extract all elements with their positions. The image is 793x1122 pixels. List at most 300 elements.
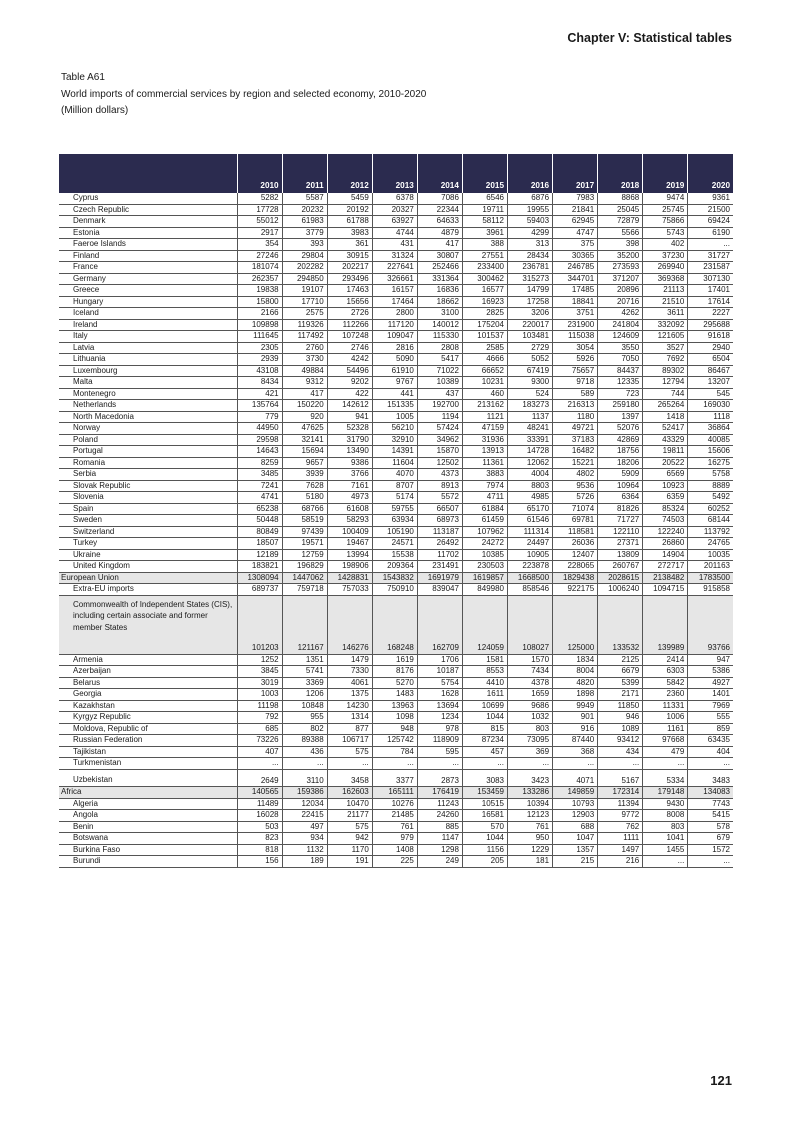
value-cell: 72879 [598,216,643,228]
value-cell: 313 [508,239,553,251]
value-cell: 757033 [327,584,372,596]
column-header: 2018 [598,154,643,193]
chapter-title: Statistical tables [633,31,732,45]
value-cell: 3550 [598,342,643,354]
value-cell: 4820 [553,677,598,689]
value-cell: 779 [237,411,282,423]
value-cell: 388 [462,239,507,251]
value-cell: 66652 [462,365,507,377]
value-cell: 36864 [688,423,733,435]
value-cell: 30807 [417,250,462,262]
value-cell: 47159 [462,423,507,435]
value-cell: 260767 [598,561,643,573]
table-row [59,712,733,724]
value-cell: ... [237,758,282,770]
value-cell: 578 [688,821,733,833]
column-header: 2014 [417,154,462,193]
value-cell: 2138482 [643,572,688,584]
value-cell: 17614 [688,296,733,308]
value-cell: 26036 [553,538,598,550]
value-cell: 1132 [282,844,327,856]
value-cell: 183273 [508,400,553,412]
value-cell: 5926 [553,354,598,366]
value-cell: 375 [553,239,598,251]
value-cell: 10470 [327,798,372,810]
value-cell: 233400 [462,262,507,274]
value-cell: 354 [237,239,282,251]
value-cell: 231900 [553,319,598,331]
value-cell: 31324 [372,250,417,262]
value-cell: 9312 [282,377,327,389]
value-cell: 5180 [282,492,327,504]
value-cell: 68144 [688,515,733,527]
value-cell: 1375 [327,689,372,701]
value-cell: 162603 [327,787,372,799]
value-cell: 66507 [417,503,462,515]
value-cell: 93412 [598,735,643,747]
value-cell: 61546 [508,515,553,527]
value-cell: 55012 [237,216,282,228]
value-cell: 142612 [327,400,372,412]
value-cell: 294850 [282,273,327,285]
table-row [59,354,733,366]
value-cell: 6378 [372,193,417,204]
value-cell: 1479 [327,654,372,666]
value-cell: 3083 [462,769,507,787]
value-cell: 3054 [553,342,598,354]
table-row [59,480,733,492]
table-row [59,434,733,446]
value-cell: 479 [643,746,688,758]
value-cell: 10276 [372,798,417,810]
value-cell: 823 [237,833,282,845]
row-label: Montenegro [59,388,237,400]
value-cell: 13994 [327,549,372,561]
value-cell: 80849 [237,526,282,538]
value-cell: 417 [417,239,462,251]
value-cell: 15221 [553,457,598,469]
value-cell: 63927 [372,216,417,228]
value-cell: 1581 [462,654,507,666]
value-cell: 1006 [643,712,688,724]
row-label: Africa [59,787,237,799]
value-cell: 61459 [462,515,507,527]
value-cell: 1659 [508,689,553,701]
value-cell: 950 [508,833,553,845]
value-cell: 20896 [598,285,643,297]
value-cell: 13963 [372,700,417,712]
value-cell: 4973 [327,492,372,504]
value-cell: 915858 [688,584,733,596]
value-cell: 689737 [237,584,282,596]
table-row [59,700,733,712]
value-cell: 1298 [417,844,462,856]
table-row [59,388,733,400]
value-cell: 3458 [327,769,372,787]
value-cell: 17463 [327,285,372,297]
value-cell: 191 [327,856,372,868]
value-cell: 9536 [553,480,598,492]
row-label: Slovenia [59,492,237,504]
value-cell: 63934 [372,515,417,527]
table-header-row [59,154,733,193]
value-cell: 16482 [553,446,598,458]
value-cell: 9202 [327,377,372,389]
value-cell: 922175 [553,584,598,596]
value-cell: ... [462,758,507,770]
value-cell: 595 [417,746,462,758]
value-cell: 273593 [598,262,643,274]
value-cell: 165111 [372,787,417,799]
value-cell: 293496 [327,273,372,285]
value-cell: 85324 [643,503,688,515]
row-label: Netherlands [59,400,237,412]
value-cell: 25045 [598,204,643,216]
value-cell: 941 [327,411,372,423]
value-cell: 10923 [643,480,688,492]
row-label: Ukraine [59,549,237,561]
value-cell: 761 [508,821,553,833]
row-label: Faeroe Islands [59,239,237,251]
value-cell: 2166 [237,308,282,320]
value-cell: 21485 [372,810,417,822]
value-cell: 1834 [553,654,598,666]
value-cell: 10385 [462,549,507,561]
value-cell: 10793 [553,798,598,810]
value-cell: 1156 [462,844,507,856]
value-cell: 16275 [688,457,733,469]
value-cell: 5741 [282,666,327,678]
value-cell: 27551 [462,250,507,262]
value-cell: 3483 [688,769,733,787]
value-cell: 67419 [508,365,553,377]
value-cell: 2227 [688,308,733,320]
value-cell: 109898 [237,319,282,331]
value-cell: 58112 [462,216,507,228]
value-cell: 859 [688,723,733,735]
value-cell: 9386 [327,457,372,469]
value-cell: 37230 [643,250,688,262]
value-cell: 2800 [372,308,417,320]
value-cell: 750910 [372,584,417,596]
row-label: Azerbaijan [59,666,237,678]
value-cell: 2028615 [598,572,643,584]
value-cell: 1098 [372,712,417,724]
table-row [59,204,733,216]
value-cell: 12123 [508,810,553,822]
value-cell: 858546 [508,584,553,596]
value-cell: 86467 [688,365,733,377]
value-cell: 269940 [643,262,688,274]
value-cell: 58293 [327,515,372,527]
value-cell: 105190 [372,526,417,538]
value-cell: 8176 [372,666,417,678]
value-cell: 35200 [598,250,643,262]
value-cell: 3100 [417,308,462,320]
value-cell: 22344 [417,204,462,216]
value-cell: 4666 [462,354,507,366]
value-cell: 7983 [553,193,598,204]
value-cell: 326661 [372,273,417,285]
value-cell: 14230 [327,700,372,712]
value-cell: 679 [688,833,733,845]
value-cell: 26492 [417,538,462,550]
value-cell: 5052 [508,354,553,366]
value-cell: 12407 [553,549,598,561]
value-cell: 192700 [417,400,462,412]
value-cell: 8803 [508,480,553,492]
value-cell: 27371 [598,538,643,550]
value-cell: 5399 [598,677,643,689]
value-cell: 205 [462,856,507,868]
value-cell: 179148 [643,787,688,799]
value-cell: 1447062 [282,572,327,584]
value-cell: 17401 [688,285,733,297]
value-cell: 265264 [643,400,688,412]
table-row [59,250,733,262]
value-cell: 201163 [688,561,733,573]
value-cell: 231587 [688,262,733,274]
value-cell: 11198 [237,700,282,712]
chapter-label: Chapter V: [567,31,630,45]
value-cell: 74503 [643,515,688,527]
value-cell: 4927 [688,677,733,689]
table-row [59,492,733,504]
table-row [59,561,733,573]
value-cell: 1570 [508,654,553,666]
value-cell: 315273 [508,273,553,285]
value-cell: 12034 [282,798,327,810]
value-cell: 10515 [462,798,507,810]
table-row [59,377,733,389]
value-cell: 803 [508,723,553,735]
value-cell: 3883 [462,469,507,481]
row-label: Turkmenistan [59,758,237,770]
value-cell: 12903 [553,810,598,822]
row-label: Georgia [59,689,237,701]
value-cell: 47625 [282,423,327,435]
value-cell: 1428831 [327,572,372,584]
table-row [59,798,733,810]
row-label: France [59,262,237,274]
value-cell: 15694 [282,446,327,458]
value-cell: 4071 [553,769,598,787]
value-cell: 228065 [553,561,598,573]
value-cell: 1005 [372,411,417,423]
value-cell: 11243 [417,798,462,810]
value-cell: 849980 [462,584,507,596]
value-cell: 13207 [688,377,733,389]
value-cell: 75657 [553,365,598,377]
value-cell: 295688 [688,319,733,331]
value-cell: 947 [688,654,733,666]
value-cell: 369368 [643,273,688,285]
value-cell: 344701 [553,273,598,285]
value-cell: 8868 [598,193,643,204]
row-label: European Union [59,572,237,584]
value-cell: 61788 [327,216,372,228]
data-table [59,154,733,868]
value-cell: 2726 [327,308,372,320]
value-cell: 2825 [462,308,507,320]
value-cell: 3423 [508,769,553,787]
value-cell: 8913 [417,480,462,492]
value-cell: 4711 [462,492,507,504]
value-cell: 1094715 [643,584,688,596]
value-cell: 6569 [643,469,688,481]
value-cell: 230503 [462,561,507,573]
table-row [59,856,733,868]
row-label: Poland [59,434,237,446]
value-cell: 4741 [237,492,282,504]
row-label: Botswana [59,833,237,845]
value-cell: 151335 [372,400,417,412]
value-cell: 1194 [417,411,462,423]
value-cell: 946 [598,712,643,724]
value-cell: 877 [327,723,372,735]
table-row [59,423,733,435]
value-cell: 7974 [462,480,507,492]
row-label: Hungary [59,296,237,308]
value-cell: 12759 [282,549,327,561]
row-label: Norway [59,423,237,435]
value-cell: 1006240 [598,584,643,596]
value-cell: 159386 [282,787,327,799]
table-row [59,262,733,274]
value-cell: 497 [282,821,327,833]
table-row [59,810,733,822]
value-cell: 3766 [327,469,372,481]
value-cell: 19107 [282,285,327,297]
row-label: Burkina Faso [59,844,237,856]
value-cell: 6679 [598,666,643,678]
value-cell: 6359 [643,492,688,504]
value-cell: 37183 [553,434,598,446]
row-label: Russian Federation [59,735,237,747]
row-label: Italy [59,331,237,343]
value-cell: 60252 [688,503,733,515]
column-header: 2013 [372,154,417,193]
value-cell: 361 [327,239,372,251]
value-cell: 16923 [462,296,507,308]
value-cell: 575 [327,746,372,758]
value-cell: 2939 [237,354,282,366]
table-row [59,821,733,833]
value-cell: 14904 [643,549,688,561]
value-cell: 2305 [237,342,282,354]
table-row [59,769,733,787]
value-cell: 216313 [553,400,598,412]
value-cell: 4004 [508,469,553,481]
table-row [59,584,733,596]
value-cell: 5587 [282,193,327,204]
value-cell: 16581 [462,810,507,822]
value-cell: 20327 [372,204,417,216]
value-cell: 101203 [237,595,282,654]
row-label: Czech Republic [59,204,237,216]
table-row [59,193,733,204]
value-cell: 18756 [598,446,643,458]
value-cell: 18507 [237,538,282,550]
value-cell: 111314 [508,526,553,538]
row-label: Kazakhstan [59,700,237,712]
value-cell: 61608 [327,503,372,515]
column-header: 2016 [508,154,553,193]
table-row [59,549,733,561]
value-cell: 10848 [282,700,327,712]
table-row [59,457,733,469]
value-cell: 231491 [417,561,462,573]
value-cell: 792 [237,712,282,724]
value-cell: 50448 [237,515,282,527]
value-cell: 9300 [508,377,553,389]
value-cell: 202282 [282,262,327,274]
value-cell: 1619 [372,654,417,666]
value-cell: 2649 [237,769,282,787]
value-cell: 920 [282,411,327,423]
value-cell: 175204 [462,319,507,331]
row-label: Finland [59,250,237,262]
value-cell: 13694 [417,700,462,712]
value-cell: 183821 [237,561,282,573]
value-cell: 885 [417,821,462,833]
value-cell: 1418 [643,411,688,423]
value-cell: 4070 [372,469,417,481]
value-cell: 21841 [553,204,598,216]
value-cell: 62945 [553,216,598,228]
value-cell: 133286 [508,787,553,799]
value-cell: 8553 [462,666,507,678]
row-label: Cyprus [59,193,237,204]
value-cell: 1137 [508,411,553,423]
value-cell: 24272 [462,538,507,550]
table-row [59,833,733,845]
value-cell: 3485 [237,469,282,481]
row-label: Moldova, Republic of [59,723,237,735]
value-cell: 762 [598,821,643,833]
value-cell: 2816 [372,342,417,354]
value-cell: 1229 [508,844,553,856]
value-cell: 20522 [643,457,688,469]
value-cell: 21510 [643,296,688,308]
value-cell: 1543832 [372,572,417,584]
value-cell: 570 [462,821,507,833]
value-cell: 20716 [598,296,643,308]
value-cell: 8008 [643,810,688,822]
value-cell: 4299 [508,227,553,239]
value-cell: 5270 [372,677,417,689]
value-cell: 916 [553,723,598,735]
value-cell: 7330 [327,666,372,678]
value-cell: 5282 [237,193,282,204]
value-cell: 25745 [643,204,688,216]
value-cell: 63435 [688,735,733,747]
value-cell: 723 [598,388,643,400]
row-label: Estonia [59,227,237,239]
value-cell: 3961 [462,227,507,239]
value-cell: 10699 [462,700,507,712]
header-cell-name [59,154,237,193]
value-cell: 4747 [553,227,598,239]
value-cell: 744 [643,388,688,400]
value-cell: 8889 [688,480,733,492]
value-cell: 5566 [598,227,643,239]
value-cell: 30915 [327,250,372,262]
value-cell: 6876 [508,193,553,204]
value-cell: 575 [327,821,372,833]
value-cell: 58519 [282,515,327,527]
value-cell: 300462 [462,273,507,285]
